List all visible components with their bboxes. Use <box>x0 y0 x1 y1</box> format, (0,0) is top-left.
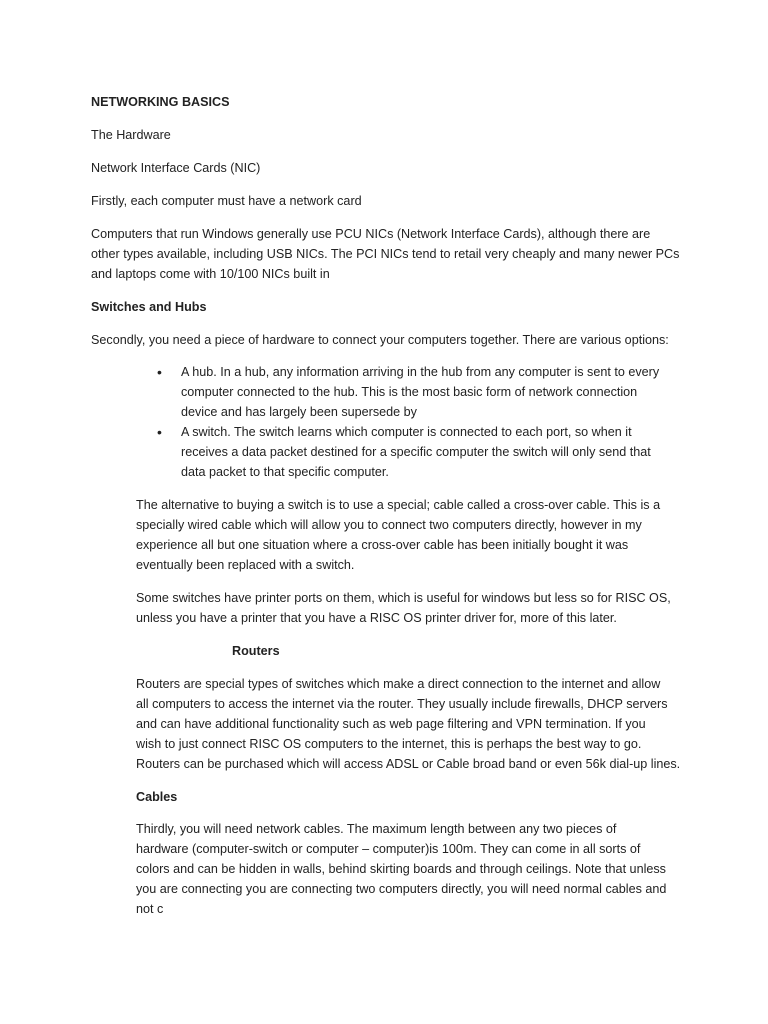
text-line: not c <box>136 902 164 916</box>
paragraph-secondly: Secondly, you need a piece of hardware to connect your computers together. There are various options: <box>91 333 669 347</box>
text-line: device and has largely been supersede by <box>181 405 417 419</box>
document-title: NETWORKING BASICS <box>91 95 230 109</box>
text-line: experience all but one situation where a cross-over cable has been initially bought it was <box>136 538 629 552</box>
text-line: all computers to access the internet via the router. They usually include firewalls, DHCP servers <box>136 697 668 711</box>
text-line: A switch. The switch learns which computer is connected to each port, so when it <box>181 425 632 439</box>
paragraph-printer-ports <box>136 588 692 628</box>
text-line: other types available, including USB NICs. The PCI NICs tend to retail very cheaply and many newer PCs <box>91 247 680 261</box>
text-line: The alternative to buying a switch is to use a special; cable called a cross-over cable. This is a <box>136 498 661 512</box>
text-line: specially wired cable which will allow you to connect two computers directly, however in my <box>136 518 642 532</box>
text-line: receives a data packet destined for a specific computer the switch will only send that <box>181 445 651 459</box>
text-line: Some switches have printer ports on them, which is useful for windows but less so for RISC OS, <box>136 591 671 605</box>
options-bullet-list <box>157 362 681 482</box>
paragraph-computers <box>91 224 691 284</box>
text-line: eventually been replaced with a switch. <box>136 558 355 572</box>
text-line: colors and can be hidden in walls, behind skirting boards and through ceilings. Note that unless <box>136 862 666 876</box>
text-line: hardware (computer-switch or computer – computer)is 100m. They can come in all sorts of <box>136 842 641 856</box>
subsection-heading-nic: Network Interface Cards (NIC) <box>91 161 261 175</box>
heading-cables: Cables <box>136 790 178 804</box>
text-line: you are connecting you are connecting two computers directly, you will need normal cables and <box>136 882 667 896</box>
heading-switches-and-hubs: Switches and Hubs <box>91 300 207 314</box>
text-line: Computers that run Windows generally use PCU NICs (Network Interface Cards), although there are <box>91 227 651 241</box>
list-item-hub <box>157 362 681 422</box>
text-line: Routers can be purchased which will access ADSL or Cable broad band or even 56k dial-up lines. <box>136 757 681 771</box>
heading-routers: Routers <box>232 644 280 658</box>
paragraph-firstly: Firstly, each computer must have a network card <box>91 194 362 208</box>
text-line: data packet to that specific computer. <box>181 465 389 479</box>
paragraph-cross-over-cable <box>136 495 692 575</box>
text-line: and laptops come with 10/100 NICs built in <box>91 267 330 281</box>
section-heading-hardware: The Hardware <box>91 128 171 142</box>
text-line: Thirdly, you will need network cables. The maximum length between any two pieces of <box>136 822 617 836</box>
paragraph-routers <box>136 674 692 774</box>
bullet-icon: • <box>157 364 162 380</box>
text-line: and can have additional functionality such as web page filtering and VPN termination. If you <box>136 717 646 731</box>
paragraph-cables <box>136 819 692 919</box>
text-line: wish to just connect RISC OS computers to the internet, this is perhaps the best way to go. <box>136 737 642 751</box>
bullet-icon: • <box>157 424 162 440</box>
text-line: unless you have a printer that you have a RISC OS printer driver for, more of this later. <box>136 611 617 625</box>
list-item-switch <box>157 422 681 482</box>
text-line: computer connected to the hub. This is the most basic form of network connection <box>181 385 638 399</box>
text-line: A hub. In a hub, any information arriving in the hub from any computer is sent to every <box>181 365 660 379</box>
text-line: Routers are special types of switches which make a direct connection to the internet and allow <box>136 677 661 691</box>
